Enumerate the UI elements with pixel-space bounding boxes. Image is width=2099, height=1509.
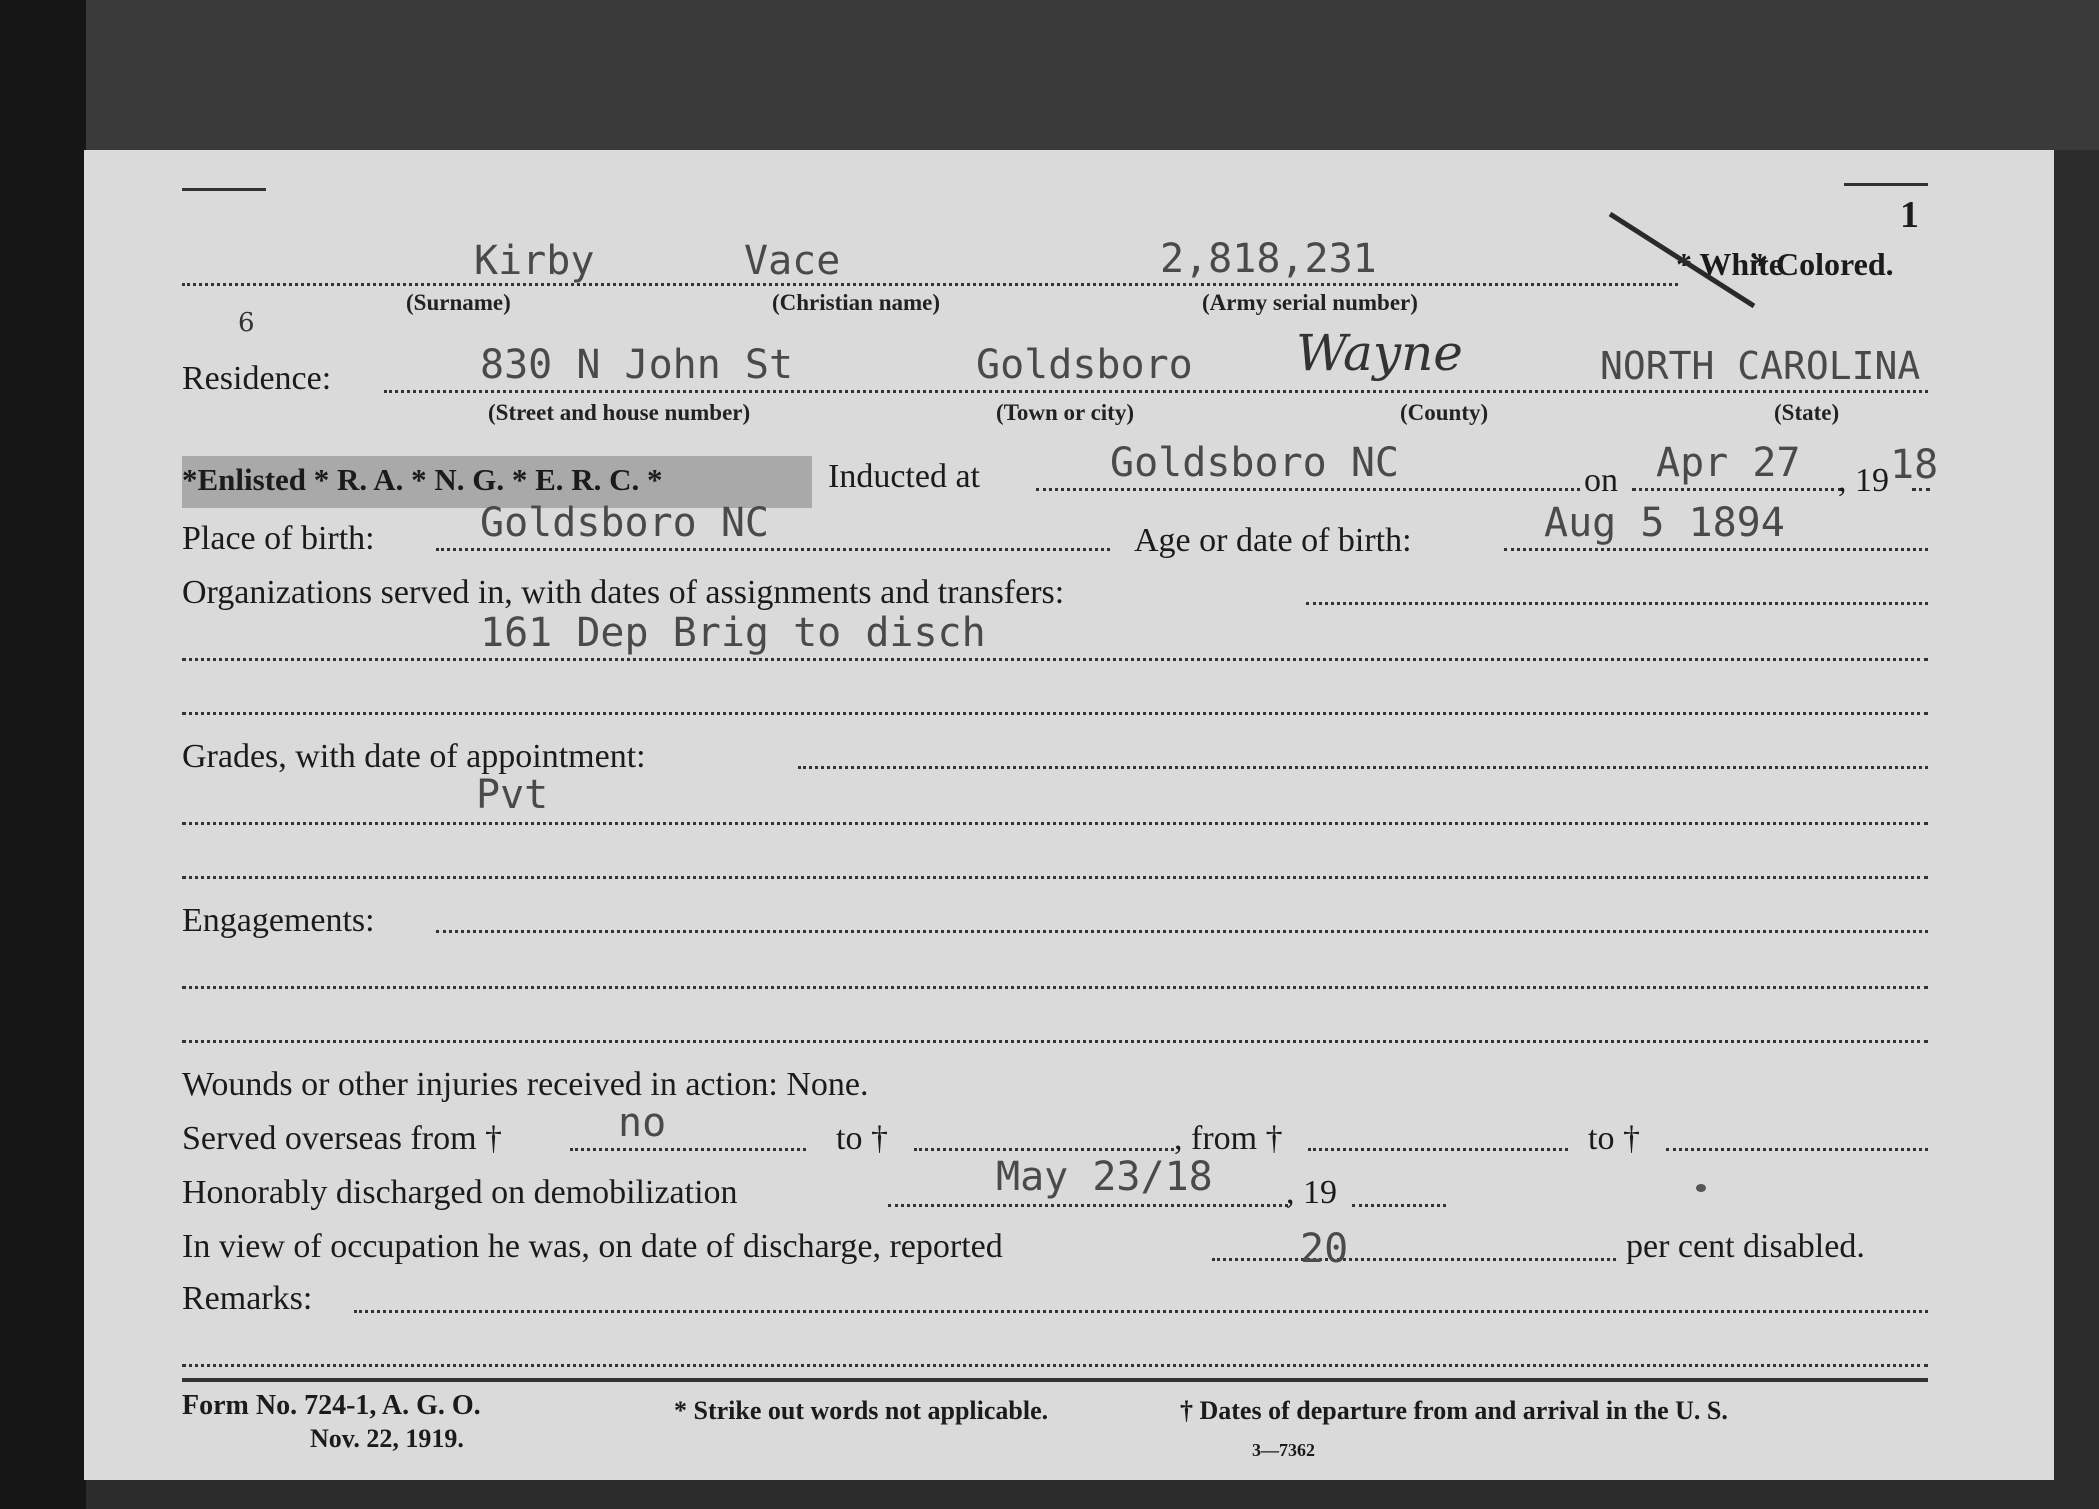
surname-value: Kirby bbox=[474, 238, 595, 284]
discharge-label: Honorably discharged on demobilization bbox=[182, 1174, 738, 1211]
grades-value: Pvt bbox=[476, 772, 549, 818]
inducted-year-line bbox=[1912, 488, 1930, 491]
residence-line bbox=[384, 390, 1928, 393]
overseas-to2-line bbox=[1666, 1148, 1928, 1151]
grades-line-1 bbox=[798, 766, 1928, 769]
state-caption: (State) bbox=[1774, 400, 1840, 425]
service-record-card bbox=[84, 150, 2054, 1480]
top-left-rule bbox=[182, 188, 266, 191]
disability-value: 20 bbox=[1300, 1226, 1349, 1272]
discharge-value: May 23/18 bbox=[996, 1154, 1213, 1200]
inducted-year-value: 18 bbox=[1890, 442, 1939, 488]
dates-note: † Dates of departure from and arrival in the U. S. bbox=[1180, 1396, 1728, 1425]
remarks-line-2 bbox=[182, 1364, 1928, 1367]
engagements-label: Engagements: bbox=[182, 902, 375, 939]
street-value: 830 N John St bbox=[480, 342, 794, 388]
overseas-value: no bbox=[618, 1100, 667, 1146]
place-of-birth-label: Place of birth: bbox=[182, 520, 375, 557]
overseas-from2-line bbox=[1308, 1148, 1568, 1151]
inducted-at-label: Inducted at bbox=[828, 458, 980, 495]
scan-background-top bbox=[0, 0, 2099, 150]
grades-line-2 bbox=[182, 822, 1928, 825]
overseas-to-label: to † bbox=[836, 1120, 888, 1157]
discharge-year-label: , 19 bbox=[1286, 1174, 1337, 1211]
white-label: * White bbox=[1676, 246, 1783, 282]
scan-background-left bbox=[0, 0, 86, 1509]
overseas-from-label: Served overseas from † bbox=[182, 1120, 503, 1157]
grades-line-3 bbox=[182, 876, 1928, 879]
disability-line bbox=[1212, 1258, 1616, 1261]
state-value: NORTH CAROLINA bbox=[1600, 344, 1921, 388]
surname-caption: (Surname) bbox=[406, 290, 511, 315]
organizations-label: Organizations served in, with dates of assignments and transfers: bbox=[182, 574, 1065, 611]
place-of-birth-line bbox=[436, 548, 1110, 551]
on-label: on bbox=[1584, 462, 1618, 499]
organizations-line-3 bbox=[182, 712, 1928, 715]
residence-label: Residence: bbox=[182, 360, 332, 397]
serial-number-value: 2,818,231 bbox=[1160, 236, 1377, 282]
organizations-line-1 bbox=[1306, 602, 1928, 605]
enlisted-options-label: *Enlisted * R. A. * N. G. * E. R. C. * bbox=[182, 462, 663, 497]
ink-spot bbox=[1696, 1184, 1706, 1192]
organizations-line-2 bbox=[182, 658, 1928, 661]
form-date: Nov. 22, 1919. bbox=[310, 1424, 464, 1453]
remarks-label: Remarks: bbox=[182, 1280, 313, 1317]
discharge-year-line bbox=[1352, 1204, 1446, 1207]
inducted-place-value: Goldsboro NC bbox=[1110, 440, 1399, 486]
overseas-to-line bbox=[914, 1148, 1174, 1151]
town-value: Goldsboro bbox=[976, 342, 1193, 388]
overseas-to2-label: to † bbox=[1588, 1120, 1640, 1157]
strike-note: * Strike out words not applicable. bbox=[674, 1396, 1049, 1425]
name-line bbox=[182, 283, 1678, 286]
remarks-line-1 bbox=[354, 1310, 1928, 1313]
card-number: 1 bbox=[1900, 194, 1919, 236]
age-label: Age or date of birth: bbox=[1134, 522, 1412, 559]
town-caption: (Town or city) bbox=[996, 400, 1134, 425]
small-mark: 6 bbox=[238, 308, 255, 338]
inducted-date-value: Apr 27 bbox=[1656, 440, 1801, 486]
date-of-birth-line bbox=[1504, 548, 1928, 551]
wounds-label: Wounds or other injuries received in action: None. bbox=[182, 1066, 869, 1103]
form-number: Form No. 724-1, A. G. O. bbox=[182, 1390, 481, 1421]
serial-number-caption: (Army serial number) bbox=[1202, 290, 1418, 315]
date-of-birth-value: Aug 5 1894 bbox=[1544, 500, 1785, 546]
grades-label: Grades, with date of appointment: bbox=[182, 738, 646, 775]
engagements-line-2 bbox=[182, 986, 1928, 989]
county-value: Wayne bbox=[1296, 324, 1463, 382]
disability-suffix: per cent disabled. bbox=[1626, 1228, 1865, 1265]
christian-name-caption: (Christian name) bbox=[772, 290, 941, 315]
print-code: 3—7362 bbox=[1252, 1440, 1315, 1460]
engagements-line-1 bbox=[436, 930, 1928, 933]
engagements-line-3 bbox=[182, 1040, 1928, 1043]
colored-label: * Colored. bbox=[1752, 246, 1894, 282]
street-caption: (Street and house number) bbox=[488, 400, 751, 425]
footer-rule bbox=[182, 1378, 1928, 1382]
overseas-from-line bbox=[570, 1148, 806, 1151]
county-caption: (County) bbox=[1400, 400, 1489, 425]
strike-through-mark bbox=[1604, 206, 1764, 316]
place-of-birth-value: Goldsboro NC bbox=[480, 500, 769, 546]
organizations-value: 161 Dep Brig to disch bbox=[480, 610, 986, 656]
top-right-rule bbox=[1844, 183, 1928, 186]
inducted-line bbox=[1036, 488, 1580, 491]
christian-name-value: Vace bbox=[744, 238, 841, 284]
inducted-year-prefix: , 19 bbox=[1838, 462, 1889, 499]
discharge-line bbox=[888, 1204, 1288, 1207]
disability-label: In view of occupation he was, on date of discharge, reported bbox=[182, 1228, 1003, 1265]
overseas-from2-label: , from † bbox=[1174, 1120, 1283, 1157]
inducted-date-line bbox=[1632, 488, 1842, 491]
